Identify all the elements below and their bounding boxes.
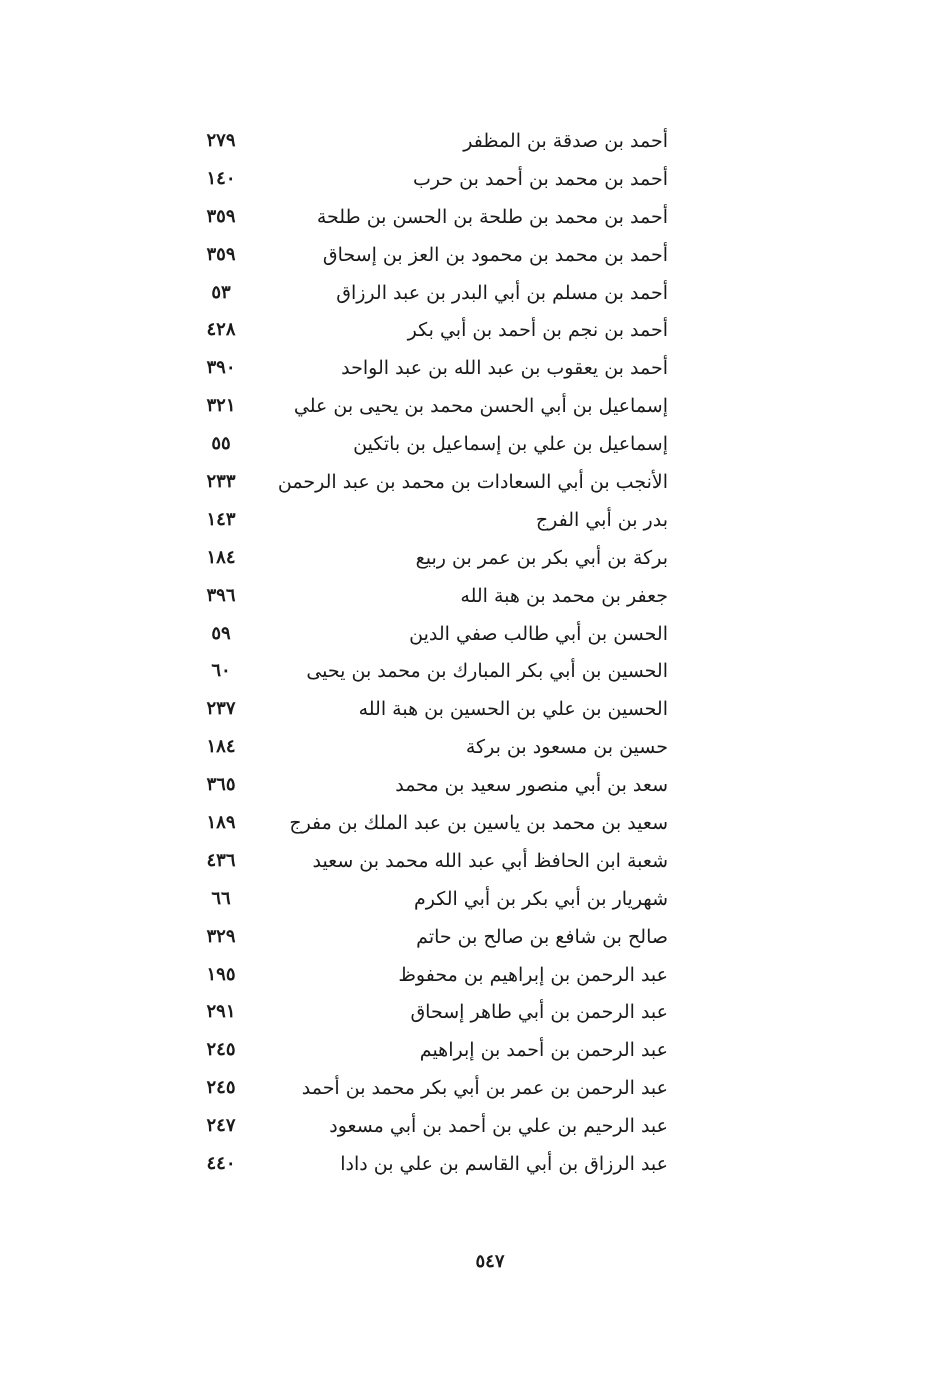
index-entry [190, 312, 680, 350]
entry-page-number: ٥٩ [211, 622, 231, 644]
entry-name: بدر بن أبي الفرج [535, 508, 668, 531]
entry-name: جعفر بن محمد بن هبة الله [460, 584, 668, 607]
entry-name: إسماعيل بن أبي الحسن محمد بن يحيى بن علي [293, 395, 668, 418]
index-entry [190, 881, 680, 919]
entry-name: أحمد بن محمد بن طلحة بن الحسن بن طلحة [316, 205, 668, 228]
entry-page-number: ١٤٣ [206, 508, 236, 530]
entry-name: عبد الرحمن بن عمر بن أبي بكر محمد بن أحمد [301, 1077, 668, 1100]
entry-page-number: ٥٣ [211, 281, 231, 303]
entry-page-number: ٣٦٥ [206, 774, 236, 796]
index-entry [190, 767, 680, 805]
entry-page-number: ٣٩٦ [206, 584, 236, 606]
entry-name: الحسين بن أبي بكر المبارك بن محمد بن يحيى [306, 660, 668, 683]
entry-name: عبد الرزاق بن أبي القاسم بن علي بن دادا [340, 1153, 668, 1176]
entry-page-number: ٦٠ [211, 660, 231, 682]
entry-name: أحمد بن يعقوب بن عبد الله بن عبد الواحد [341, 357, 668, 380]
index-entry [190, 578, 680, 616]
entry-page-number: ٦٦ [211, 887, 231, 909]
index-entry [190, 616, 680, 654]
index-entry [190, 123, 680, 161]
index-entry [190, 805, 680, 843]
index-entry [190, 843, 680, 881]
entry-page-number: ٤٤٠ [206, 1153, 236, 1175]
entry-page-number: ٥٥ [211, 433, 231, 455]
index-entry [190, 1070, 680, 1108]
entry-name: عبد الرحيم بن علي بن أحمد بن أبي مسعود [329, 1115, 668, 1138]
index-entry [190, 653, 680, 691]
index-entry [190, 957, 680, 995]
entry-page-number: ٣٢١ [206, 395, 236, 417]
index-entry [190, 540, 680, 578]
entry-page-number: ٢٣٧ [206, 698, 236, 720]
index-entry [190, 729, 680, 767]
entry-name: عبد الرحمن بن أحمد بن إبراهيم [419, 1039, 668, 1062]
entry-name: حسين بن مسعود بن بركة [465, 736, 668, 759]
entry-page-number: ٤٢٨ [206, 319, 236, 341]
index-entry [190, 691, 680, 729]
entry-page-number: ٣٢٩ [206, 925, 236, 947]
entry-page-number: ٣٩٠ [206, 357, 236, 379]
entry-page-number: ١٨٤ [206, 736, 236, 758]
entry-page-number: ١٤٠ [206, 167, 236, 189]
entry-name: الأنجب بن أبي السعادات بن محمد بن عبد الرحمن [277, 471, 668, 494]
entry-page-number: ٣٥٩ [206, 205, 236, 227]
index-entry [190, 994, 680, 1032]
index-entry [190, 426, 680, 464]
entry-page-number: ٤٣٦ [206, 849, 236, 871]
index-entry [190, 1146, 680, 1184]
index-entry [190, 1108, 680, 1146]
index-list [190, 123, 680, 1184]
index-entry [190, 502, 680, 540]
entry-name: عبد الرحمن بن أبي طاهر إسحاق [410, 1001, 668, 1024]
entry-page-number: ١٩٥ [206, 963, 236, 985]
entry-page-number: ٢٤٧ [206, 1115, 236, 1137]
index-entry [190, 237, 680, 275]
index-entry [190, 350, 680, 388]
entry-page-number: ١٨٩ [206, 812, 236, 834]
entry-name: الحسن بن أبي طالب صفي الدين [409, 622, 668, 645]
entry-name: سعيد بن محمد بن ياسين بن عبد الملك بن مفرج [289, 812, 668, 835]
entry-name: بركة بن أبي بكر بن عمر بن ربيع [415, 546, 668, 569]
index-entry [190, 275, 680, 313]
entry-name: أحمد بن مسلم بن أبي البدر بن عبد الرزاق [336, 281, 668, 304]
entry-page-number: ٢٣٣ [206, 471, 236, 493]
entry-name: شعبة ابن الحافظ أبي عبد الله محمد بن سعيد [312, 849, 668, 872]
entry-name: أحمد بن محمد بن محمود بن العز بن إسحاق [322, 243, 668, 266]
index-entry [190, 919, 680, 957]
index-entry [190, 1032, 680, 1070]
entry-page-number: ٢٧٩ [206, 130, 236, 151]
entry-page-number: ٣٥٩ [206, 243, 236, 265]
entry-name: عبد الرحمن بن إبراهيم بن محفوظ [398, 963, 668, 986]
index-entry [190, 464, 680, 502]
entry-page-number: ٢٩١ [206, 1001, 236, 1023]
entry-name: أحمد بن محمد بن أحمد بن حرب [413, 167, 668, 190]
index-entry [190, 199, 680, 237]
entry-page-number: ١٨٤ [206, 546, 236, 568]
entry-name: أحمد بن نجم بن أحمد بن أبي بكر [407, 319, 668, 342]
index-entry [190, 161, 680, 199]
entry-name: سعد بن أبي منصور سعيد بن محمد [395, 774, 668, 797]
entry-name: أحمد بن صدقة بن المظفر [463, 130, 668, 152]
entry-page-number: ٢٤٥ [206, 1039, 236, 1061]
entry-page-number: ٢٤٥ [206, 1077, 236, 1099]
entry-name: شهريار بن أبي بكر بن أبي الكرم [413, 887, 668, 910]
page-number: ٥٤٧ [475, 1251, 505, 1272]
index-entry [190, 388, 680, 426]
entry-name: إسماعيل بن علي بن إسماعيل بن باتكين [353, 433, 668, 456]
entry-name: صالح بن شافع بن صالح بن حاتم [416, 925, 668, 948]
entry-name: الحسين بن علي بن الحسين بن هبة الله [358, 698, 668, 721]
